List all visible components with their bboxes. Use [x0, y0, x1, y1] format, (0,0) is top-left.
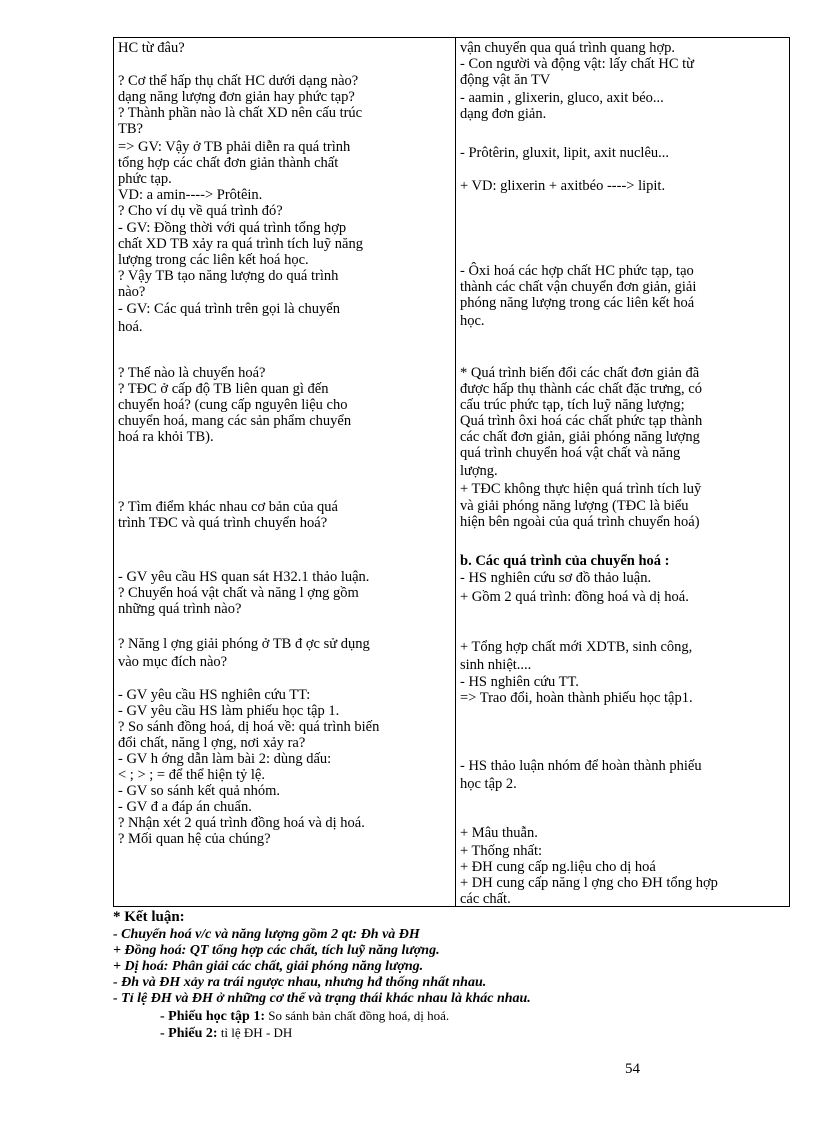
- left-line: => GV: Vậy ở TB phải diễn ra quá trình: [118, 139, 351, 155]
- left-line: ? Thế nào là chuyển hoá?: [118, 365, 266, 381]
- right-line: => Trao đổi, hoàn thành phiếu học tập1.: [460, 690, 693, 706]
- right-line: và giải phóng năng lượng (TĐC là biểu: [460, 498, 689, 514]
- conclusion-line: - Tỉ lệ ĐH và ĐH ở những cơ thể và trạng thái khác nhau là khác nhau.: [113, 991, 531, 1006]
- left-line: ? Năng l ợng giải phóng ở TB đ ợc sử dụng: [118, 636, 370, 652]
- left-line: - GV yêu cầu HS làm phiếu học tập 1.: [118, 703, 340, 719]
- right-line: - aamin , glixerin, gluco, axit béo...: [460, 90, 664, 106]
- left-line: dạng năng lượng đơn giản hay phức tạp?: [118, 89, 355, 105]
- right-line: + Gồm 2 quá trình: đồng hoá và dị hoá.: [460, 589, 689, 605]
- left-line: < ; > ; = để thể hiện tỷ lệ.: [118, 767, 265, 783]
- left-line: - GV đ a đáp án chuẩn.: [118, 799, 252, 815]
- worksheet-2-text: tỉ lệ ĐH - DH: [217, 1025, 293, 1040]
- left-line: - GV h ớng dẫn làm bài 2: dùng dấu:: [118, 751, 332, 767]
- right-line: - HS nghiên cứu sơ đồ thảo luận.: [460, 570, 652, 586]
- left-line: lượng trong các liên kết hoá học.: [118, 252, 309, 268]
- right-line: - Con người và động vật: lấy chất HC từ: [460, 56, 695, 72]
- right-line: + Mâu thuẫn.: [460, 825, 538, 841]
- right-line: phóng năng lượng trong các liên kết hoá: [460, 295, 695, 311]
- left-line: - GV yêu cầu HS nghiên cứu TT:: [118, 687, 311, 703]
- conclusion-line: - Chuyển hoá v/c và năng lượng gồm 2 qt: Đh và ĐH: [113, 927, 420, 942]
- right-line: Quá trình ôxi hoá các chất phức tạp thành: [460, 413, 703, 429]
- right-line: thành các chất vận chuyển đơn giản, giải: [460, 279, 697, 295]
- left-line: ? Tìm điểm khác nhau cơ bản của quá: [118, 499, 338, 515]
- right-line: cấu trúc phức tạp, tích luỹ năng lượng;: [460, 397, 685, 413]
- right-line: lượng.: [460, 463, 498, 479]
- conclusion-heading: * Kết luận:: [113, 909, 185, 925]
- right-line: - HS thảo luận nhóm để hoàn thành phiếu: [460, 758, 702, 774]
- right-line: + DH cung cấp năng l ợng cho ĐH tổng hợp: [460, 875, 718, 891]
- conclusion-line: + Đồng hoá: QT tổng hợp các chất, tích luỹ năng lượng.: [113, 943, 440, 958]
- left-line: ? Chuyển hoá vật chất và năng l ợng gồm: [118, 585, 359, 601]
- right-line: + TĐC không thực hiện quá trình tích luỹ: [460, 481, 702, 497]
- right-line: học.: [460, 313, 485, 329]
- left-line: - GV so sánh kết quả nhóm.: [118, 783, 281, 799]
- left-line: HC từ đâu?: [118, 40, 185, 56]
- worksheet-1-label: - Phiếu học tập 1:: [160, 1009, 265, 1024]
- left-line: chuyển hoá? (cung cấp nguyên liệu cho: [118, 397, 348, 413]
- right-line: + Thống nhất:: [460, 843, 543, 859]
- right-line: các chất.: [460, 891, 511, 907]
- left-line: những quá trình nào?: [118, 601, 242, 617]
- left-line: ? Vậy TB tạo năng lượng do quá trình: [118, 268, 339, 284]
- left-line: ? Cho ví dụ về quá trình đó?: [118, 203, 283, 219]
- left-line: - GV yêu cầu HS quan sát H32.1 thảo luận.: [118, 569, 370, 585]
- conclusion-line: + Dị hoá: Phân giải các chất, giải phóng năng lượng.: [113, 959, 424, 974]
- conclusion-line: - Đh và ĐH xảy ra trái ngược nhau, nhưng hđ thống nhất nhau.: [113, 975, 487, 990]
- right-line: sinh nhiệt....: [460, 657, 532, 673]
- right-line: học tập 2.: [460, 776, 517, 792]
- left-line: phức tạp.: [118, 171, 172, 187]
- left-line: VD: a amin----> Prôtêin.: [118, 187, 263, 203]
- left-line: ? TĐC ở cấp độ TB liên quan gì đến: [118, 381, 329, 397]
- left-line: ? Mối quan hệ của chúng?: [118, 831, 271, 847]
- right-line: - HS nghiên cứu TT.: [460, 674, 579, 690]
- left-line: ? So sánh đồng hoá, dị hoá về: quá trình biến: [118, 719, 380, 735]
- left-line: - GV: Đồng thời với quá trình tổng hợp: [118, 220, 347, 236]
- right-line: vận chuyển qua quá trình quang hợp.: [460, 40, 676, 56]
- right-line: + ĐH cung cấp ng.liệu cho dị hoá: [460, 859, 656, 875]
- right-line: dạng đơn giản.: [460, 106, 547, 122]
- right-line: - Ôxi hoá các hợp chất HC phức tạp, tạo: [460, 263, 694, 279]
- lesson-table: [113, 37, 790, 907]
- right-line: + VD: glixerin + axitbéo ----> lipit.: [460, 178, 666, 194]
- left-line: nào?: [118, 284, 146, 300]
- left-line: chuyển hoá, mang các sản phẩm chuyển: [118, 413, 352, 429]
- left-line: ? Thành phần nào là chất XD nên cấu trúc: [118, 105, 363, 121]
- left-line: hoá.: [118, 319, 143, 335]
- left-line: tổng hợp các chất đơn giản thành chất: [118, 155, 339, 171]
- left-line: đổi chất, năng l ợng, nơi xảy ra?: [118, 735, 306, 751]
- worksheet-1-line: [160, 1008, 449, 1024]
- right-line: - Prôtêrin, gluxit, lipit, axit nuclêu...: [460, 145, 670, 161]
- worksheet-2-label: - Phiếu 2:: [160, 1026, 218, 1041]
- right-line: * Quá trình biến đổi các chất đơn giản đã: [460, 365, 700, 381]
- worksheet-2-line: [160, 1025, 292, 1041]
- left-line: - GV: Các quá trình trên gọi là chuyển: [118, 301, 340, 317]
- right-line: hiện bên ngoài của quá trình chuyển hoá): [460, 514, 700, 530]
- page-number: 54: [625, 1061, 640, 1077]
- worksheet-1-text: So sánh bản chất đồng hoá, dị hoá.: [265, 1008, 450, 1023]
- left-line: ? Cơ thể hấp thụ chất HC dưới dạng nào?: [118, 73, 359, 89]
- right-line: động vật ăn TV: [460, 72, 551, 88]
- left-line: TB?: [118, 121, 143, 137]
- column-divider: [455, 38, 456, 906]
- right-line: + Tổng hợp chất mới XDTB, sinh công,: [460, 639, 693, 655]
- right-line: các chất đơn giản, giải phóng năng lượng: [460, 429, 700, 445]
- left-line: vào mục đích nào?: [118, 654, 228, 670]
- right-line: được hấp thụ thành các chất đặc trưng, có: [460, 381, 702, 397]
- left-line: trình TĐC và quá trình chuyển hoá?: [118, 515, 328, 531]
- right-line: quá trình chuyển hoá vật chất và năng: [460, 445, 681, 461]
- left-line: chất XD TB xảy ra quá trình tích luỹ năng: [118, 236, 363, 252]
- left-line: ? Nhận xét 2 quá trình đồng hoá và dị hoá.: [118, 815, 365, 831]
- left-line: hoá ra khỏi TB).: [118, 429, 214, 445]
- section-heading: b. Các quá trình của chuyển hoá :: [460, 553, 670, 569]
